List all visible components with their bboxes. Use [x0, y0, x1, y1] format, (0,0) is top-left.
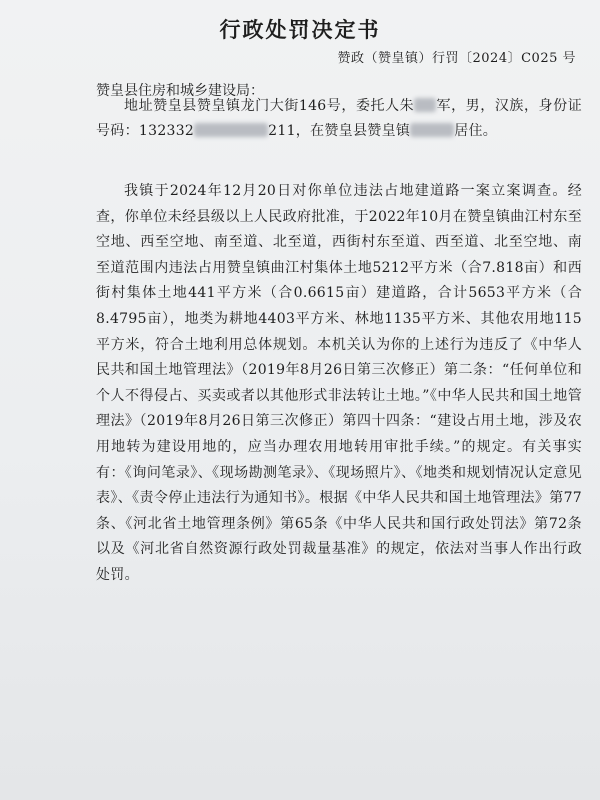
document-title: 行政处罚决定书	[219, 17, 381, 42]
party-info-paragraph	[96, 94, 582, 144]
party-info-text-b: 军，男，汉族，身份证号码：132332	[96, 98, 582, 139]
party-info-text-d: 居住。	[454, 123, 498, 139]
party-info-text-a: 地址赞皇县赞皇镇龙门大街146号，委托人朱	[124, 98, 415, 114]
redaction-id-number	[194, 123, 268, 137]
redaction-address	[410, 123, 454, 137]
case-facts-paragraph: 我镇于2024年12月20日对你单位违法占地建道路一案立案调查。经查，你单位未经县级以上人民政府批准，于2022年10月在赞皇镇曲江村东至空地、西至空地、南至道、北至道，西街村东至道、西至道、北至空地、南至道范围内违法占用赞皇镇曲江村集体土地5212平方米（合7.818亩）和西街村集体土地441平方米（合0.6615亩）建道路，合计5653平方米（合8.4795亩），地类为耕地4403平方米、林地1135平方米、其他农用地115平方米，符合土地利用总体规划。本机关认为你的上述行为违反了《中华人民共和国土地管理法》（2019年8月26日第三次修正）第二条：“任何单位和个人不得侵占、买卖或者以其他形式非法转让土地。”《中华人民共和国土地管理法》（2019年8月26日第三次修正）第四十四条：“建设占用土地，涉及农用地转为建设用地的，应当办理农用地转用审批手续。”的规定。有关事实有：《询问笔录》、《现场勘测笔录》、《现场照片》、《地类和规划情况认定意见表》、《责令停止违法行为通知书》。根据《中华人民共和国土地管理法》第77条、《河北省土地管理条例》第65条《中华人民共和国行政处罚法》第72条以及《河北省自然资源行政处罚裁量基准》的规定，依法对当事人作出行政处罚。	[96, 183, 582, 583]
document-number: 赞政（赞皇镇）行罚〔2024〕C025 号	[337, 51, 576, 66]
recipient-line: 赞皇县住房和城乡建设局：	[96, 83, 264, 99]
redaction-name	[414, 98, 436, 112]
party-info-text-c: 211，在赞皇县赞皇镇	[268, 123, 411, 139]
